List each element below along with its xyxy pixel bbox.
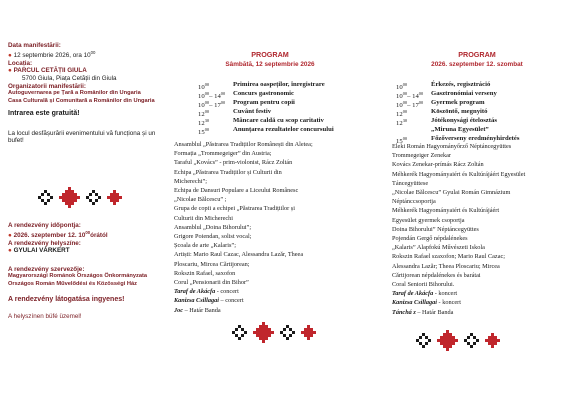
ensemble-line: Ploscariu, Mircea Cărtijorean;: [174, 260, 250, 268]
schedule-event: Mâncare caldă cu scop caritativ: [233, 117, 324, 124]
ensemble-name: Kanizsa Csillagai: [392, 299, 437, 307]
time-end-hour: – 14: [209, 93, 221, 100]
ensemble-line: Echipa de Dansuri Populare a Liceului Românesc: [174, 187, 299, 195]
time-hour: 12: [396, 120, 403, 127]
ensemble-detail: – concert: [218, 297, 244, 305]
schedule-time: [396, 89, 431, 98]
ensemble-line: „Nicolae Bălcescu” Gyulai Román Gimnázium: [392, 189, 511, 197]
time-hour: 12: [198, 120, 205, 127]
schedule-time: [198, 116, 233, 125]
schedule-row: [198, 98, 334, 107]
time-minute: 00: [204, 109, 210, 114]
hu-place-value: ● GYULAI VÁRKERT: [8, 247, 70, 255]
folk-embroidery-motif: [416, 328, 506, 354]
red-dot-icon: ●: [8, 67, 12, 75]
time-end-minute: 00: [220, 91, 226, 96]
schedule-row: [396, 116, 519, 125]
schedule-time: [396, 80, 431, 89]
schedule-row: [198, 125, 334, 134]
hu-org-2: Országos Román Művelődési és Közösségi Ház: [8, 280, 137, 287]
time-minute: 00: [402, 91, 408, 96]
time-end-hour: – 14: [407, 93, 419, 100]
ensemble-line: Ansamblul „Păstrarea Tradițiilor Românești din Aletea;: [174, 141, 313, 148]
time-minute: 00: [204, 82, 210, 87]
red-dot-icon: ●: [8, 52, 12, 60]
ensemble-line: Școala de arte „Kalaris”;: [174, 242, 236, 250]
schedule-row: [198, 80, 334, 89]
schedule-event: Érkezés, regisztráció: [431, 81, 491, 88]
schedule-row: [198, 89, 334, 98]
schedule-event: Főzőverseny eredményhirdetés: [431, 135, 520, 142]
time-hour: 10: [198, 102, 205, 109]
ensemble-line: Méhkerék Hagyományaiért és Kultúrájáért Egyesület: [392, 170, 526, 178]
schedule-event: Program pentru copii: [233, 99, 295, 106]
schedule-row: [198, 116, 334, 125]
ensemble-line: Micherechi”;: [174, 177, 207, 185]
program-hungarian: [388, 0, 566, 400]
schedule-time: [198, 89, 233, 98]
schedule-list: [198, 80, 334, 134]
schedule-event: Concurs gastronomic: [233, 90, 294, 97]
schedule-row: [396, 107, 519, 116]
schedule-row: [396, 89, 519, 98]
time-end-hour: – 17: [209, 102, 221, 109]
time-hour: 10: [396, 102, 403, 109]
ensemble-name: Taraf de Akácfa: [392, 290, 434, 298]
ensemble-detail: – Határ Banda: [415, 308, 454, 316]
red-dot-icon: ●: [8, 247, 12, 255]
buffet-note: [8, 130, 170, 145]
time-minute: 30: [402, 118, 408, 123]
schedule-row: [198, 107, 334, 116]
schedule-time: [396, 125, 431, 134]
time-hour: 12: [396, 111, 403, 118]
ensemble-concert: [392, 308, 564, 317]
ensemble-name: Kanizsa Csillagai: [174, 297, 219, 305]
time-hour: 10: [396, 93, 403, 100]
hu-place-label: A rendezvény helyszíne:: [8, 239, 81, 247]
organizers-label: Organizatorii manifestării:: [8, 83, 87, 90]
schedule-row: [396, 125, 519, 134]
schedule-time: [396, 116, 431, 125]
organizer-2: Casa Culturală și Comunitară a Românilor din Ungaria: [8, 97, 155, 104]
schedule-event: Gyermek program: [431, 99, 485, 106]
ensemble-line: Culturii din Micherechi: [174, 214, 234, 222]
date-label: Data manifestării:: [8, 42, 61, 49]
program-title: PROGRAM: [251, 50, 289, 59]
ensemble-line: Doina Bihorului” Néptáncegyüttes: [392, 225, 479, 233]
schedule-time: [198, 80, 233, 89]
time-minute: 00: [402, 100, 408, 105]
romanian-info: [8, 42, 170, 82]
location-label: Locația:: [8, 59, 33, 67]
program-romanian: [170, 0, 370, 400]
ensemble-line: Alessandra Lazăr; Theea Ploscariu; Mircea: [392, 262, 500, 270]
schedule-event: Anunțarea rezultatelor concursului: [233, 126, 334, 133]
time-end-minute: 00: [418, 91, 424, 96]
time-minute: 00: [402, 109, 408, 114]
ensemble-line: Eleki Román Hagyományőrző Néptáncegyüttes: [392, 143, 512, 150]
ensemble-line: Corul „Pensionarii din Bihor”: [174, 279, 249, 287]
time-minute: 00: [204, 91, 210, 96]
ensemble-detail: – Határ Banda: [183, 306, 221, 314]
hu-organizers: [8, 266, 170, 288]
time-end-hour: – 17: [407, 102, 419, 109]
schedule-time: [198, 107, 233, 116]
schedule-event: Cuvânt festiv: [233, 108, 272, 115]
red-dot-icon: ●: [8, 232, 12, 240]
ensemble-concert: [174, 306, 368, 315]
info-column: [0, 0, 170, 400]
program-title: PROGRAM: [458, 50, 496, 59]
free-entry-text: Intrarea este gratuită!: [8, 110, 80, 117]
ensemble-line: Grigore Poiendan, solist vocal;: [174, 233, 252, 241]
ensemble-line: Formația „Trommegeiger” din Austria;: [174, 150, 272, 158]
ensemble-line: Trommegeiger Zenekar: [392, 152, 451, 160]
time-end-minute: 00: [220, 100, 226, 105]
buffet-line-1: La locul desfășurării evenimentului vă funcționa și un: [8, 130, 156, 137]
ensemble-concert: [174, 296, 368, 305]
ensemble-concert: [174, 287, 368, 296]
ensemble-concert: [392, 289, 564, 298]
time-hour: 10: [396, 84, 403, 91]
time-hour: 15: [396, 138, 403, 145]
ensemble-line: „Nicolae Bălcescu” ;: [174, 196, 227, 204]
folk-embroidery-motif: [232, 320, 322, 346]
ensemble-detail: - koncert: [436, 299, 461, 307]
time-hour: 15: [198, 129, 205, 136]
program-subtitle: 2026. szeptember 12. szombat: [431, 61, 523, 68]
ensemble-line: Néptánccsoportja: [392, 198, 436, 206]
ensemble-name: Joc: [174, 306, 184, 314]
hu-free: [8, 296, 170, 303]
time-end-minute: 00: [418, 100, 424, 105]
address: 5700 Giula, Piața Cetății din Giula: [22, 74, 117, 82]
schedule-time: [198, 125, 233, 134]
schedule-event: Jótékonysági ételosztás: [431, 117, 497, 124]
schedule-row: [396, 98, 519, 107]
time-minute: 00: [204, 100, 210, 105]
time-hour: 10: [198, 84, 205, 91]
time-hour: 10: [198, 93, 205, 100]
hungarian-info: [8, 222, 170, 255]
time-minute: 00: [204, 127, 210, 132]
schedule-event: Gasztronómiai verseny: [431, 90, 497, 97]
organizer-1: Autoguvernarea pe Țară a Românilor din Ungaria: [8, 90, 141, 97]
ensemble-line: Ansamblul „Doina Bihorului”;: [174, 223, 252, 231]
schedule-row: [396, 80, 519, 89]
ensemble-name: Tánchá z: [392, 308, 416, 316]
date-value: ● 12 septembrie 2026, ora $10^{00}$: [8, 50, 96, 60]
schedule-event: Köszöntő, megnyitó: [431, 108, 488, 115]
ensemble-detail: - concert: [215, 288, 239, 296]
buffet-line-2: bufet!: [8, 137, 24, 145]
ensemble-line: Táncegyüttese: [392, 179, 429, 187]
schedule-time: [396, 107, 431, 116]
hu-org-label: A rendezvény szervezője:: [8, 266, 85, 273]
time-hour: 12: [198, 111, 205, 118]
ensemble-line: „Kalaris” Alapfokú Művészeti Iskola: [392, 244, 485, 252]
ensemble-line: Rokszin Rafael, saxofon: [174, 269, 236, 277]
ensemble-concert: [392, 298, 564, 307]
hu-free-text: A rendezvény látogatása ingyenes!: [8, 296, 125, 303]
folk-embroidery-motif: [38, 185, 128, 211]
ensemble-name: Taraf de Akácfa: [174, 288, 216, 296]
ensemble-line: Méhkerék Hagyományaiért és Kultúrájáért: [392, 207, 500, 215]
ensembles-list: [392, 142, 564, 317]
hu-date-value: ● 2026. szeptember 12. $10^{00}órától$: [8, 230, 108, 240]
time-minute: 30: [204, 118, 210, 123]
ensemble-line: Pojendán Gergő népdalénekes: [392, 235, 468, 243]
ensemble-line: Taraful „Kovács” - prim-violonist, Rácz Zoltán: [174, 159, 293, 167]
time-minute: 00: [402, 136, 408, 141]
place-name: ● PARCUL CETĂȚII GIULA: [8, 67, 87, 75]
program-subtitle: Sâmbătă, 12 septembrie 2026: [225, 61, 315, 68]
hu-date-label: A rendezvény időpontja:: [8, 222, 81, 229]
time-minute: 00: [402, 82, 408, 87]
hu-buffet-text: A helyszínen büfé üzemel!: [8, 313, 82, 320]
schedule-time: [396, 98, 431, 107]
ensembles-list: [174, 140, 368, 315]
schedule-event: Primirea oaspeților, înregistrare: [233, 81, 325, 88]
schedule-list: [396, 80, 519, 143]
ensemble-line: Cărtijorean népdalénekes és barátai: [392, 271, 481, 279]
hu-org-1: Magyarországi Románok Országos Önkormányzata: [8, 273, 148, 280]
ensemble-line: Echipa „Păstrarea Tradițiilor și Culturii din: [174, 168, 282, 176]
ensemble-line: Artiști: Mario Raul Cazac, Alessandra Lazăr, Theea: [174, 251, 304, 259]
hu-buffet: [8, 313, 170, 320]
ensemble-line: Kovács Zenekar-prímás Rácz Zoltán: [392, 161, 484, 169]
ensemble-line: Rokszin Rafael szaxofon; Mario Raul Cazac;: [392, 253, 505, 261]
ensemble-line: Egyesület gyermek csoportja: [392, 216, 465, 224]
organizers: [8, 83, 170, 105]
ensemble-line: Coral Seniorii Bihorului.: [392, 281, 455, 289]
free-entry: [8, 110, 170, 117]
schedule-time: [198, 98, 233, 107]
ensemble-detail: - koncert: [433, 290, 458, 298]
ensemble-line: Grupa de copii a echipei „Păstrarea Tradițiilor și: [174, 205, 295, 213]
schedule-event: „Miruna Egyesület”: [431, 126, 489, 133]
